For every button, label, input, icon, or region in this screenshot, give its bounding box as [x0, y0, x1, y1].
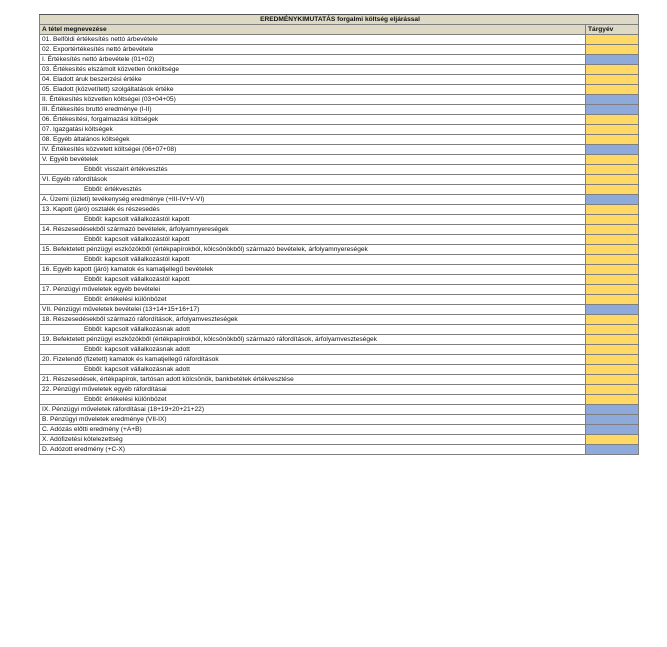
input-value-cell[interactable] — [586, 35, 639, 45]
input-value-cell[interactable] — [586, 45, 639, 55]
item-label: 16. Egyéb kapott (járó) kamatok és kamatjellegű bevételek — [40, 265, 586, 275]
table-row — [40, 35, 639, 45]
input-value-cell[interactable] — [586, 325, 639, 335]
item-label: 17. Pénzügyi műveletek egyéb bevételei — [40, 285, 586, 295]
table-row — [40, 405, 639, 415]
sub-item-label: Ebből: kapcsolt vállalkozástól kapott — [40, 215, 586, 225]
sub-item-label: Ebből: kapcsolt vállalkozásnak adott — [40, 345, 586, 355]
table-row — [40, 185, 639, 195]
calculated-value-cell — [586, 105, 639, 115]
item-label: B. Pénzügyi műveletek eredménye (VII-IX) — [40, 415, 586, 425]
item-label: I. Értékesítés nettó árbevétele (01+02) — [40, 55, 586, 65]
calculated-value-cell — [586, 415, 639, 425]
input-value-cell[interactable] — [586, 375, 639, 385]
calculated-value-cell — [586, 425, 639, 435]
item-label: D. Adózott eredmény (+C-X) — [40, 445, 586, 455]
table-row — [40, 225, 639, 235]
item-label: 22. Pénzügyi műveletek egyéb ráfordításai — [40, 385, 586, 395]
table-row — [40, 425, 639, 435]
input-value-cell[interactable] — [586, 215, 639, 225]
input-value-cell[interactable] — [586, 435, 639, 445]
table-row — [40, 355, 639, 365]
table-row — [40, 325, 639, 335]
item-label: V. Egyéb bevételek — [40, 155, 586, 165]
sub-item-label: Ebből: értékvesztés — [40, 185, 586, 195]
item-label: 02. Exportértékesítés nettó árbevétele — [40, 45, 586, 55]
input-value-cell[interactable] — [586, 135, 639, 145]
input-value-cell[interactable] — [586, 275, 639, 285]
item-label: C. Adózás előtti eredmény (+A+B) — [40, 425, 586, 435]
input-value-cell[interactable] — [586, 355, 639, 365]
item-label: III. Értékesítés bruttó eredménye (I-II) — [40, 105, 586, 115]
input-value-cell[interactable] — [586, 295, 639, 305]
table-row — [40, 295, 639, 305]
item-label: 18. Részesedésekből származó ráfordítások, árfolyamveszteségek — [40, 315, 586, 325]
calculated-value-cell — [586, 195, 639, 205]
input-value-cell[interactable] — [586, 235, 639, 245]
table-row — [40, 415, 639, 425]
income-statement-table — [39, 14, 639, 455]
sub-item-label: Ebből: kapcsolt vállalkozástól kapott — [40, 235, 586, 245]
item-label: 05. Eladott (közvetített) szolgáltatások értéke — [40, 85, 586, 95]
table-row — [40, 215, 639, 225]
table-row — [40, 275, 639, 285]
table-title-row — [40, 15, 639, 25]
table-row — [40, 305, 639, 315]
calculated-value-cell — [586, 55, 639, 65]
input-value-cell[interactable] — [586, 125, 639, 135]
input-value-cell[interactable] — [586, 155, 639, 165]
input-value-cell[interactable] — [586, 345, 639, 355]
table-body — [40, 35, 639, 455]
sub-item-label: Ebből: értékelési különbözet — [40, 395, 586, 405]
table-row — [40, 285, 639, 295]
input-value-cell[interactable] — [586, 165, 639, 175]
calculated-value-cell — [586, 95, 639, 105]
sub-item-label: Ebből: kapcsolt vállalkozástól kapott — [40, 255, 586, 265]
calculated-value-cell — [586, 445, 639, 455]
item-label: X. Adófizetési kötelezettség — [40, 435, 586, 445]
table-row — [40, 105, 639, 115]
table-row — [40, 125, 639, 135]
item-label: VI. Egyéb ráfordítások — [40, 175, 586, 185]
table-row — [40, 165, 639, 175]
table-row — [40, 115, 639, 125]
input-value-cell[interactable] — [586, 205, 639, 215]
item-label: 03. Értékesítés elszámolt közvetlen önköltsége — [40, 65, 586, 75]
item-label: 07. Igazgatási költségek — [40, 125, 586, 135]
table-row — [40, 445, 639, 455]
table-row — [40, 155, 639, 165]
input-value-cell[interactable] — [586, 285, 639, 295]
item-label: 21. Részesedések, értékpapírok, tartósan adott kölcsönök, bankbetétek értékvesztése — [40, 375, 586, 385]
input-value-cell[interactable] — [586, 365, 639, 375]
calculated-value-cell — [586, 405, 639, 415]
sub-item-label: Ebből: értékelési különbözet — [40, 295, 586, 305]
table-row — [40, 235, 639, 245]
table-row — [40, 395, 639, 405]
input-value-cell[interactable] — [586, 395, 639, 405]
table-row — [40, 345, 639, 355]
table-row — [40, 365, 639, 375]
table-title: EREDMÉNYKIMUTATÁS forgalmi költség eljárással — [40, 15, 639, 25]
item-label: 20. Fizetendő (fizetett) kamatok és kamatjellegű ráfordítások — [40, 355, 586, 365]
table-row — [40, 195, 639, 205]
item-label: A. Üzemi (üzleti) tevékenység eredménye (+III-IV+V-VI) — [40, 195, 586, 205]
table-row — [40, 205, 639, 215]
item-label: IX. Pénzügyi műveletek ráfordításai (18+19+20+21+22) — [40, 405, 586, 415]
item-label: 14. Részesedésekből származó bevételek, árfolyamnyereségek — [40, 225, 586, 235]
calculated-value-cell — [586, 305, 639, 315]
input-value-cell[interactable] — [586, 75, 639, 85]
column-header-current-year: Tárgyév — [586, 25, 639, 35]
table-row — [40, 245, 639, 255]
table-row — [40, 135, 639, 145]
sub-item-label: Ebből: kapcsolt vállalkozásnak adott — [40, 365, 586, 375]
table-row — [40, 315, 639, 325]
column-header-item-name: A tétel megnevezése — [40, 25, 586, 35]
item-label: 08. Egyéb általános költségek — [40, 135, 586, 145]
input-value-cell[interactable] — [586, 115, 639, 125]
table-row — [40, 385, 639, 395]
table-row — [40, 335, 639, 345]
item-label: 13. Kapott (járó) osztalék és részesedés — [40, 205, 586, 215]
table-row — [40, 65, 639, 75]
table-row — [40, 85, 639, 95]
item-label: 06. Értékesítési, forgalmazási költségek — [40, 115, 586, 125]
input-value-cell[interactable] — [586, 175, 639, 185]
calculated-value-cell — [586, 145, 639, 155]
item-label: 04. Eladott áruk beszerzési értéke — [40, 75, 586, 85]
table-header-row — [40, 25, 639, 35]
item-label: 15. Befektetett pénzügyi eszközökből (értékpapírokból, kölcsönökből) származó bevételek, árfolyamnyereségek — [40, 245, 586, 255]
item-label: IV. Értékesítés közvetett költségei (06+07+08) — [40, 145, 586, 155]
input-value-cell[interactable] — [586, 65, 639, 75]
input-value-cell[interactable] — [586, 265, 639, 275]
input-value-cell[interactable] — [586, 185, 639, 195]
input-value-cell[interactable] — [586, 335, 639, 345]
table-row — [40, 95, 639, 105]
input-value-cell[interactable] — [586, 255, 639, 265]
table-row — [40, 435, 639, 445]
input-value-cell[interactable] — [586, 385, 639, 395]
item-label: II. Értékesítés közvetlen költségei (03+04+05) — [40, 95, 586, 105]
sub-item-label: Ebből: visszaírt értékvesztés — [40, 165, 586, 175]
table-row — [40, 375, 639, 385]
table-row — [40, 45, 639, 55]
input-value-cell[interactable] — [586, 85, 639, 95]
table-row — [40, 55, 639, 65]
input-value-cell[interactable] — [586, 245, 639, 255]
table-row — [40, 145, 639, 155]
table-row — [40, 175, 639, 185]
table-row — [40, 75, 639, 85]
item-label: 01. Belföldi értékesítés nettó árbevétele — [40, 35, 586, 45]
table-row — [40, 265, 639, 275]
table-row — [40, 255, 639, 265]
item-label: VII. Pénzügyi műveletek bevételei (13+14+15+16+17) — [40, 305, 586, 315]
input-value-cell[interactable] — [586, 315, 639, 325]
sub-item-label: Ebből: kapcsolt vállalkozástól kapott — [40, 275, 586, 285]
item-label: 19. Befektetett pénzügyi eszközökből (értékpapírokból, kölcsönökből) származó ráfordítások, árfolyamveszteségek — [40, 335, 586, 345]
sub-item-label: Ebből: kapcsolt vállalkozásnak adott — [40, 325, 586, 335]
input-value-cell[interactable] — [586, 225, 639, 235]
